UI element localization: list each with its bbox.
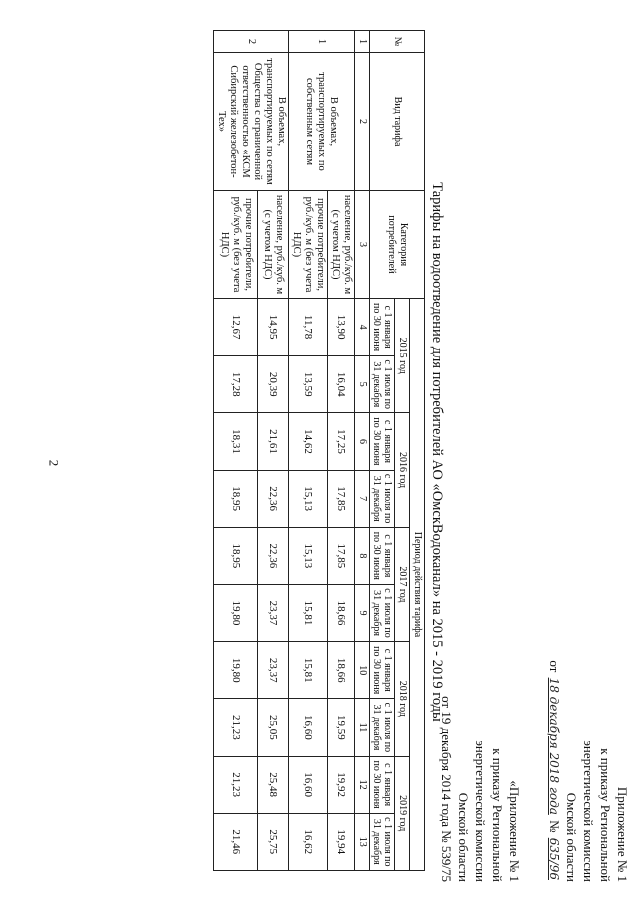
appendix-line: Омской области [456,792,471,882]
table-row [328,31,355,871]
tariff-value: 16,62 [289,813,328,870]
tariff-value: 19,80 [214,642,258,699]
column-number: 11 [355,699,370,756]
column-number: 2 [355,53,370,191]
tariff-value: 16,60 [289,699,328,756]
tariff-value: 21,23 [214,756,258,813]
appendix-line: Омской области [564,792,579,882]
tariff-value: 19,92 [328,756,355,813]
tariff-value: 11,78 [289,299,328,356]
category-cell: население, руб./куб. м (с учетом НДС) [258,191,289,299]
tariff-value: 25,48 [258,756,289,813]
category-cell: прочие потребители, руб./куб. м (без учета НДС) [289,191,328,299]
tariff-value: 16,04 [328,356,355,413]
tariffs-table [213,30,425,871]
column-number: 4 [355,299,370,356]
appendix-line: энергетической комиссии [473,740,488,882]
column-number: 8 [355,527,370,584]
column-number: 5 [355,356,370,413]
tariff-value: 15,13 [289,470,328,527]
handwritten-date: 18 декабря 2018 года [547,677,561,815]
header-tariff-type: Вид тарифа [370,53,425,191]
tariff-value: 18,66 [328,584,355,641]
handwritten-number: 635/96 [547,837,561,880]
header-half-first: с 1 января по 30 июня [370,527,395,584]
appendix-line: энергетической комиссии [581,740,596,882]
tariff-value: 22,36 [258,527,289,584]
tariff-value: 15,81 [289,642,328,699]
header-year: 2016 год [395,413,410,527]
row-number: 2 [214,31,289,53]
number-prefix: № [547,820,562,833]
header-half-first: с 1 января по 30 июня [370,756,395,813]
page-number: 2 [46,459,62,467]
header-category: Категория потребителей [370,191,425,299]
tariff-value: 25,05 [258,699,289,756]
column-number: 6 [355,413,370,470]
table-row [258,31,289,871]
appendix-date-line [545,612,563,882]
tariff-value: 18,66 [328,642,355,699]
tariff-value: 21,23 [214,699,258,756]
tariff-value: 14,95 [258,299,289,356]
header-year: 2019 год [395,756,410,870]
header-half-second: с 1 июля по 31 декабря [370,699,395,756]
appendix-header-current [545,612,631,882]
appendix-line: Приложение № 1 [615,786,630,882]
column-number: 9 [355,584,370,641]
tariff-value: 19,94 [328,813,355,870]
appendix-line: к приказу Региональной [598,748,613,882]
tariff-type-cell: В объемах, транспортируемых по сетям Общества с ограниченной ответственностью «КСМ Сибирский железобетон-Тех» [214,53,289,191]
tariff-value: 23,37 [258,642,289,699]
tariff-value: 21,46 [214,813,258,870]
appendix-header-original [438,612,523,882]
header-year: 2017 год [395,527,410,641]
column-number: 3 [355,191,370,299]
tariff-value: 25,75 [258,813,289,870]
tariff-value: 13,90 [328,299,355,356]
tariff-type-cell: В объемах, транспортируемых по собственным сетям [289,53,355,191]
tariff-value: 14,62 [289,413,328,470]
tariff-value: 17,85 [328,527,355,584]
tariff-value: 15,81 [289,584,328,641]
header-half-first: с 1 января по 30 июня [370,299,395,356]
tariff-value: 19,59 [328,699,355,756]
column-number: 10 [355,642,370,699]
tariff-value: 18,95 [214,470,258,527]
column-number: 13 [355,813,370,870]
tariff-value: 16,60 [289,756,328,813]
header-half-first: с 1 января по 30 июня [370,642,395,699]
tariff-value: 13,59 [289,356,328,413]
tariff-value: 17,28 [214,356,258,413]
tariff-value: 20,39 [258,356,289,413]
tariff-value: 17,25 [328,413,355,470]
header-half-second: с 1 июля по 31 декабря [370,470,395,527]
document-title: Тарифы на водоотведение для потребителей АО «ОмскВодоканал» на 2015 - 2019 годы [429,182,445,722]
header-half-second: с 1 июля по 31 декабря [370,584,395,641]
tariff-value: 21,61 [258,413,289,470]
tariff-value: 12,67 [214,299,258,356]
header-half-second: с 1 июля по 31 декабря [370,813,395,870]
header-number: № [370,31,425,53]
category-cell: население, руб./куб. м (с учетом НДС) [328,191,355,299]
header-year: 2018 год [395,642,410,756]
column-number: 7 [355,470,370,527]
appendix-line: от 19 декабря 2014 года № 539/75 [439,696,454,882]
column-number: 12 [355,756,370,813]
appendix-line: к приказу Региональной [490,748,505,882]
tariff-value: 23,37 [258,584,289,641]
tariff-value: 19,80 [214,584,258,641]
header-half-second: с 1 июля по 31 декабря [370,356,395,413]
row-number: 1 [289,31,355,53]
appendix-line: «Приложение № 1 [507,780,522,882]
tariff-value: 18,95 [214,527,258,584]
column-number: 1 [355,31,370,53]
category-cell: прочие потребители, руб./куб. м (без учета НДС) [214,191,258,299]
document-sheet [71,12,631,892]
header-half-first: с 1 января по 30 июня [370,413,395,470]
header-year: 2015 год [395,299,410,413]
tariff-value: 15,13 [289,527,328,584]
tariff-value: 22,36 [258,470,289,527]
header-period: Период действия тарифа [410,299,425,871]
tariff-value: 17,85 [328,470,355,527]
tariff-value: 18,31 [214,413,258,470]
date-prefix: от [547,660,562,673]
